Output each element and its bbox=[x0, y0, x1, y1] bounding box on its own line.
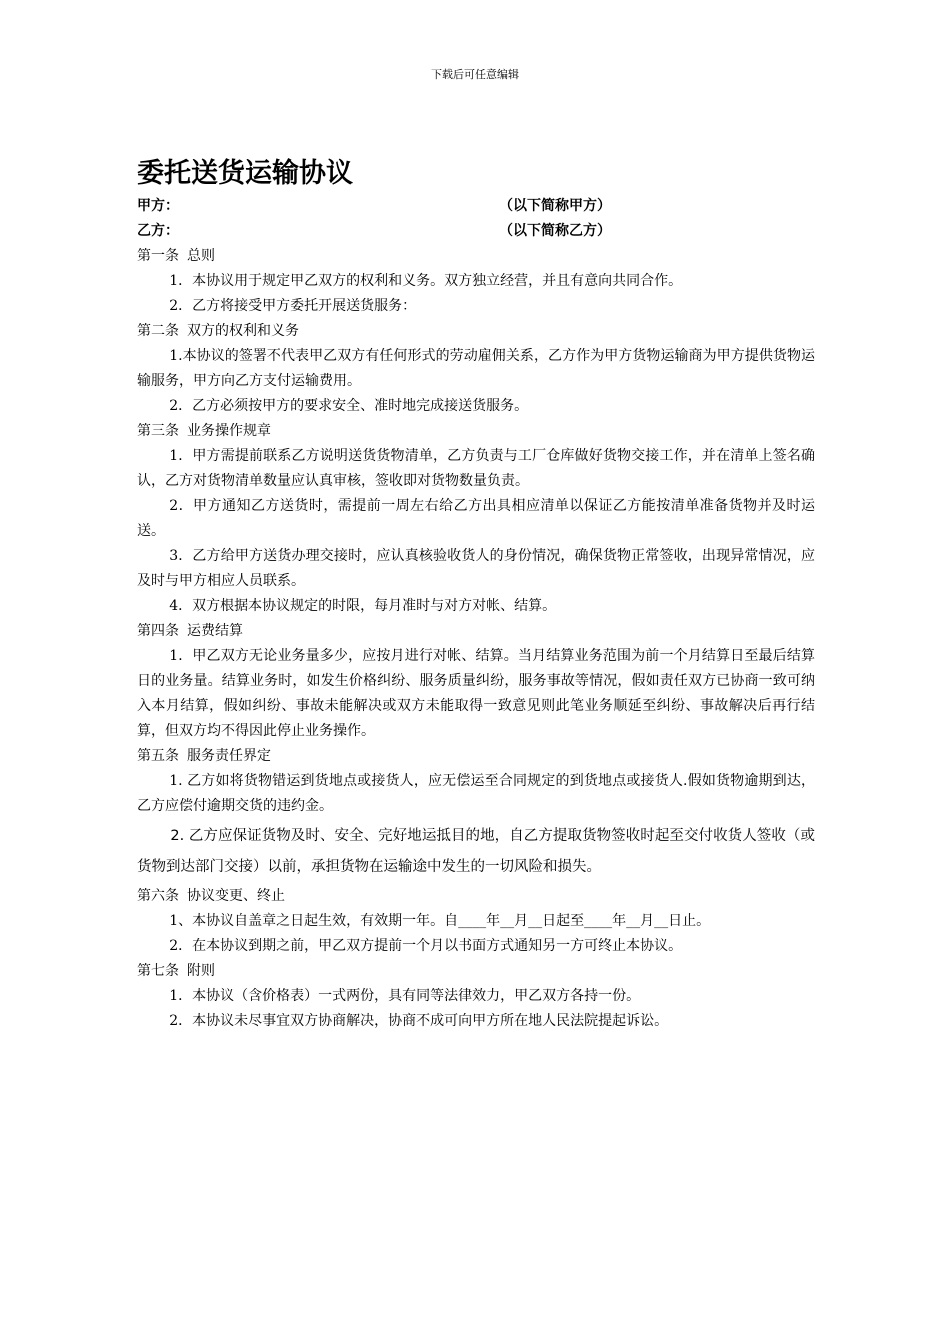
section-1-heading bbox=[137, 244, 815, 269]
section-6-para-2: 2．在本协议到期之前，甲乙双方提前一个月以书面方式通知另一方可终止本协议。 bbox=[169, 938, 683, 954]
section-6-heading bbox=[137, 884, 815, 909]
section-number: 第一条 bbox=[137, 248, 179, 264]
section-number: 第三条 bbox=[137, 423, 179, 439]
section-1-para-1: 1．本协议用于规定甲乙双方的权利和义务。双方独立经营，并且有意向共同合作。 bbox=[169, 273, 683, 289]
section-number: 第五条 bbox=[137, 748, 179, 764]
party-b-abbr: （以下简称乙方） bbox=[499, 223, 611, 239]
party-b-label: 乙方： bbox=[137, 223, 179, 239]
section-7-para-1: 1．本协议（含价格表）一式两份，具有同等法律效力，甲乙双方各持一份。 bbox=[169, 988, 641, 1004]
section-6-para-1: 1、本协议自盖章之日起生效，有效期一年。自____年__月__日起至____年__月__日止。 bbox=[169, 913, 711, 929]
section-7-para-2: 2．本协议未尽事宜双方协商解决，协商不成可向甲方所在地人民法院提起诉讼。 bbox=[169, 1013, 669, 1029]
party-b-line bbox=[137, 219, 815, 244]
section-5-para-2: 2. 乙方应保证货物及时、安全、完好地运抵目的地，自乙方提取货物签收时起至交付收货人签收（或货物到达部门交接）以前，承担货物在运输途中发生的一切风险和损失。 bbox=[137, 828, 815, 875]
section-7-heading bbox=[137, 959, 815, 984]
section-name: 服务责任界定 bbox=[187, 748, 271, 764]
party-a-abbr: （以下简称甲方） bbox=[499, 198, 611, 214]
section-number: 第六条 bbox=[137, 888, 179, 904]
section-name: 附则 bbox=[187, 963, 215, 979]
document-title: 委托送货运输协议 bbox=[137, 158, 353, 189]
section-3-para-2: 2．甲方通知乙方送货时，需提前一周左右给乙方出具相应清单以保证乙方能按清单准备货物并及时运送。 bbox=[137, 498, 815, 539]
section-name: 双方的权利和义务 bbox=[187, 323, 299, 339]
section-4-heading bbox=[137, 619, 815, 644]
section-number: 第四条 bbox=[137, 623, 179, 639]
section-number: 第七条 bbox=[137, 963, 179, 979]
section-3-para-3: 3．乙方给甲方送货办理交接时，应认真核验收货人的身份情况，确保货物正常签收，出现异常情况，应及时与甲方相应人员联系。 bbox=[137, 548, 815, 589]
party-a-line bbox=[137, 194, 815, 219]
section-name: 协议变更、终止 bbox=[187, 888, 285, 904]
section-3-para-1: 1．甲方需提前联系乙方说明送货货物清单，乙方负责与工厂仓库做好货物交接工作，并在清单上签名确认，乙方对货物清单数量应认真审核，签收即对货物数量负责。 bbox=[137, 448, 815, 489]
party-a-label: 甲方： bbox=[137, 198, 179, 214]
section-1-para-2: 2．乙方将接受甲方委托开展送货服务： bbox=[169, 298, 417, 314]
header-note: 下载后可任意编辑 bbox=[431, 68, 519, 81]
section-4-para-1: 1．甲乙双方无论业务量多少，应按月进行对帐、结算。当月结算业务范围为前一个月结算日至最后结算日的业务量。结算业务时，如发生价格纠纷、服务质量纠纷，服务事故等情况，假如责任双方已协商一致可纳入本月结算，假如纠纷、事故未能解决或双方未能取得一致意见则此笔业务顺延至纠纷、事故解决后再行结算，但双方均不得因此停止业务操作。 bbox=[137, 648, 815, 739]
section-3-heading bbox=[137, 419, 815, 444]
section-5-heading bbox=[137, 744, 815, 769]
section-name: 运费结算 bbox=[187, 623, 243, 639]
section-5-para-1: 1. 乙方如将货物错运到货地点或接货人，应无偿运至合同规定的到货地点或接货人.假如货物逾期到达，乙方应偿付逾期交货的违约金。 bbox=[137, 773, 815, 814]
section-2-para-1: 1.本协议的签署不代表甲乙双方有任何形式的劳动雇佣关系，乙方作为甲方货物运输商为甲方提供货物运输服务，甲方向乙方支付运输费用。 bbox=[137, 348, 815, 389]
section-2-heading bbox=[137, 319, 815, 344]
section-name: 总则 bbox=[187, 248, 215, 264]
section-2-para-2: 2．乙方必须按甲方的要求安全、准时地完成接送货服务。 bbox=[169, 398, 529, 414]
section-name: 业务操作规章 bbox=[187, 423, 271, 439]
section-number: 第二条 bbox=[137, 323, 179, 339]
document-body bbox=[137, 154, 815, 1034]
section-3-para-4: 4．双方根据本协议规定的时限，每月准时与对方对帐、结算。 bbox=[169, 598, 557, 614]
